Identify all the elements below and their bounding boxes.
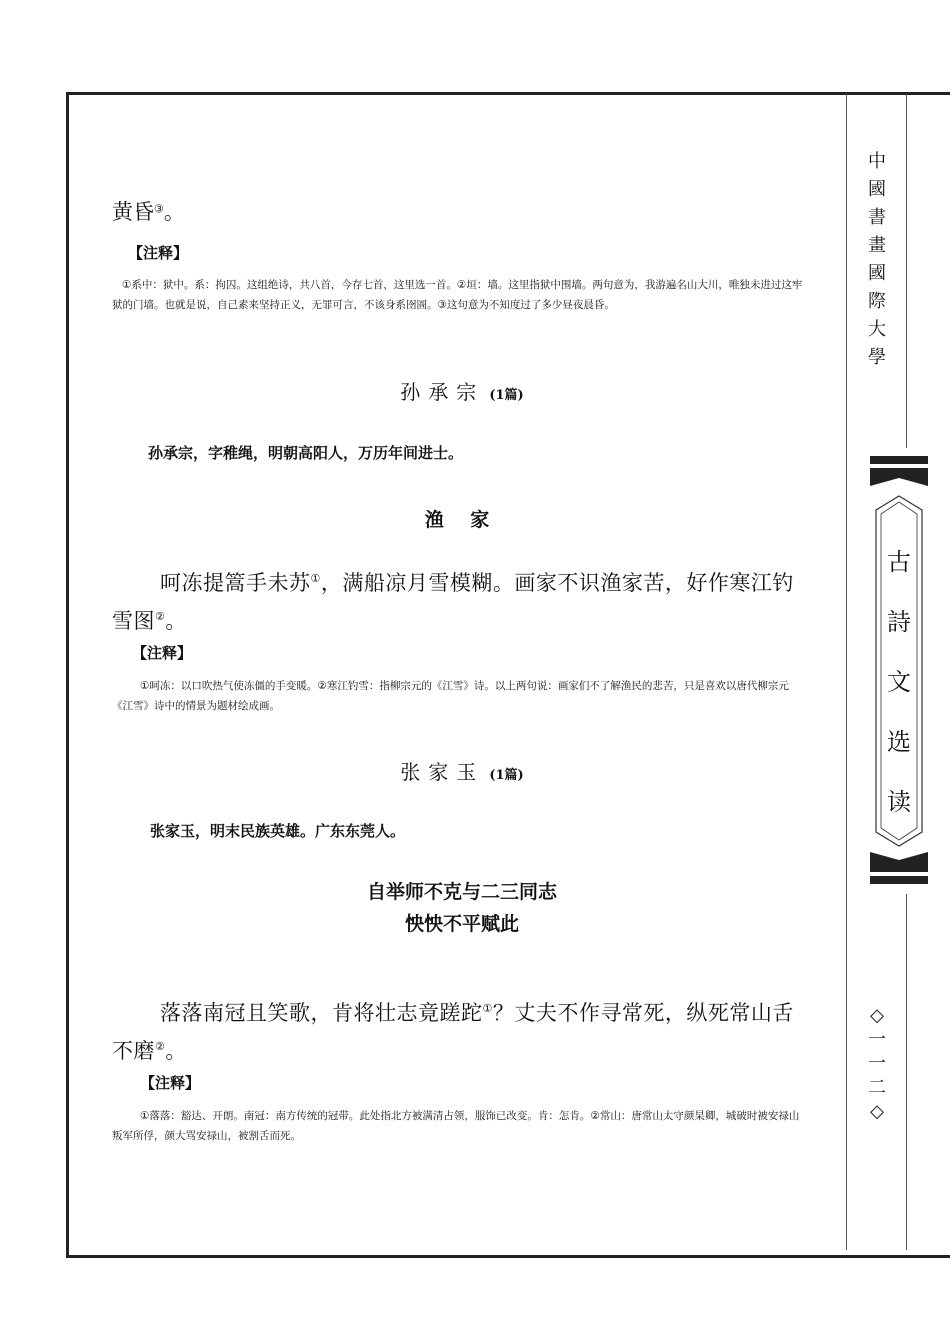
note-text-3: ①落落：豁达、开朗。南冠：南方传统的冠带。此处指北方被满清占领，服饰已改变。肯：怎肯。②常山：唐常山太守颜杲卿，城破时被安禄山叛军所俘，颜大骂安禄山，被割舌而死。 [112, 1110, 800, 1142]
sidebar-book-title: 古 詩 文 选 读 [887, 548, 911, 816]
note-text-2: ①呵冻：以口吹热气使冻僵的手变暖。②寒江钓雪：指柳宗元的《江雪》诗。以上两句说：画家们不了解渔民的悲苦，只是喜欢以唐代柳宗元《江雪》诗中的情景为题材绘成画。 [112, 680, 789, 712]
sidebar-university: 中 國 書 畫 國 際 大 學 [868, 151, 886, 368]
poem-body-2: 落落南冠且笑歌，肯将壮志竟蹉跎①？丈夫不作寻常死，纵死常山舌 不磨②。 [112, 1001, 794, 1063]
note-label-1: 【注释】 [128, 244, 189, 262]
author-heading-1: 孙承宗 (1篇) [400, 380, 524, 404]
author-bio-1: 孙承宗，字稚绳，明朝高阳人，万历年间进士。 [148, 444, 464, 462]
page-number: ◇ 一 一 二 ◇ [868, 1005, 886, 1122]
top-fragment: 黄昏③。 [112, 200, 185, 224]
poem-title-2: 自举师不克与二三同志 怏怏不平赋此 [366, 881, 557, 935]
note-label-2: 【注释】 [132, 644, 193, 662]
sidebar-divider-left [846, 94, 847, 1250]
author-bio-2: 张家玉，明末民族英雄。广东东莞人。 [150, 822, 406, 840]
poem-body-1: 呵冻提篙手未苏①，满船凉月雪模糊。画家不识渔家苦，好作寒江钓 雪图②。 [112, 571, 794, 633]
note-text-1: ①系中：狱中。系：拘囚。这组绝诗，共八首，今存七首，这里选一首。②垣：墙。这里指狱中围墙。两句意为，我游遍名山大川，唯独未进过这牢狱的门墙。也就是说，自己素来坚持正义，无罪可言，不该身系囹圄。③这句意为不知度过了多少昼夜晨昏。 [112, 279, 803, 311]
note-label-3: 【注释】 [140, 1074, 201, 1092]
poem-title-1: 渔 家 [424, 509, 500, 531]
author-heading-2: 张家玉 (1篇) [400, 760, 524, 784]
